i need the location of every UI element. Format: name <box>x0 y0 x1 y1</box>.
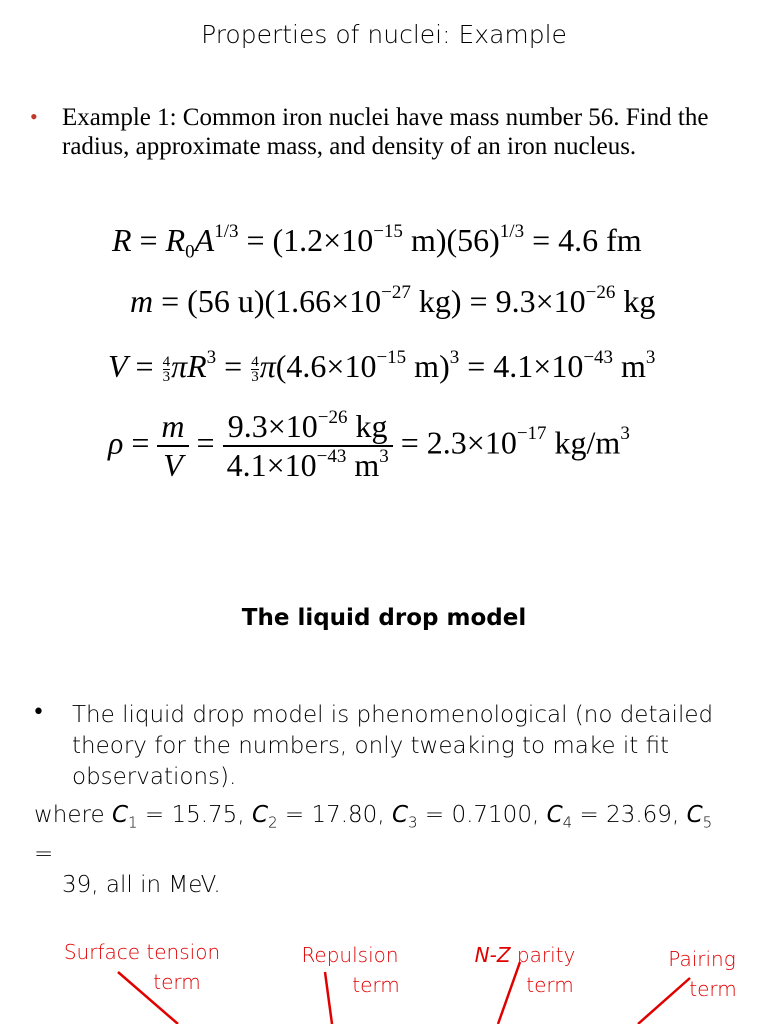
c4-value: 23.69 <box>606 802 672 828</box>
parity-pointer-line <box>498 962 520 1024</box>
repulsion-pointer-line <box>325 972 332 1024</box>
label-parity-line2: term <box>526 973 574 997</box>
c3-value: 0.7100 <box>451 802 532 828</box>
equation-mass: m = (56 $u)(1.66\times 10^{-27}$ $kg) = 9.3\times 10^{-26}$ kg <box>130 281 656 319</box>
c5-value: 39 <box>62 871 92 898</box>
label-pairing-line2: term <box>689 977 737 1001</box>
pairing-pointer-line <box>638 978 690 1024</box>
equation-volume: V = $\frac{4}{3}$ $\pi R^3$ = $\frac{4}{3}$ $\pi(4.6\times 10^{-15}$ $m)^3 = 4.1\times 10^{-43}$ $m^3$ <box>108 346 656 386</box>
label-repulsion-line2: term <box>352 973 400 997</box>
section-heading: The liquid drop model <box>241 605 527 631</box>
liquid-drop-text: The liquid drop model is phenomenological (no detailed theory for the numbers, only tweaking to make it fit observations). <box>72 702 714 790</box>
c2-value: 17.80 <box>311 802 378 828</box>
equation-density: ρ = $\frac{m}{V}$ = $\frac{9.3\times 10^{-26} kg}{4.1\times 10^{-43} m^3}$ = $2.3\times 10^{-17}$ $kg/m^3$ <box>108 406 630 483</box>
surface-pointer-line <box>118 972 178 1024</box>
label-pairing-line1: Pairing <box>668 947 736 971</box>
page-title: Properties of nuclei: Example <box>201 20 567 49</box>
label-surface-line1: Surface tension <box>63 940 221 964</box>
units-text: all in MeV. <box>105 871 221 898</box>
example-bullet: • <box>30 104 38 129</box>
label-parity-word: parity <box>510 943 576 967</box>
equation-radius: $R = R_0A^{1/3} = (1.2\times 10^{-15}$ $m)(56)^{1/3} = 4.6$ fm <box>112 220 642 263</box>
constants-line: where $C_1 = 15.75$, $C_2 = 17.80$, $C_3 = 0.7100$, $C_4 = 23.69$, $C_5$ = 39, all in MeV. <box>34 802 713 898</box>
c1-value: 15.75 <box>171 802 238 828</box>
label-surface-line2: term <box>153 970 201 994</box>
example-text: Example 1: Common iron nuclei have mass number 56. Find the radius, approximate mass, and density of an iron nucleus. <box>62 104 709 160</box>
where-prefix: where <box>34 802 105 828</box>
label-parity-nz: N-Z <box>474 943 511 967</box>
label-repulsion-line1: Repulsion <box>301 943 399 967</box>
liquid-drop-bullet: • <box>32 700 45 725</box>
